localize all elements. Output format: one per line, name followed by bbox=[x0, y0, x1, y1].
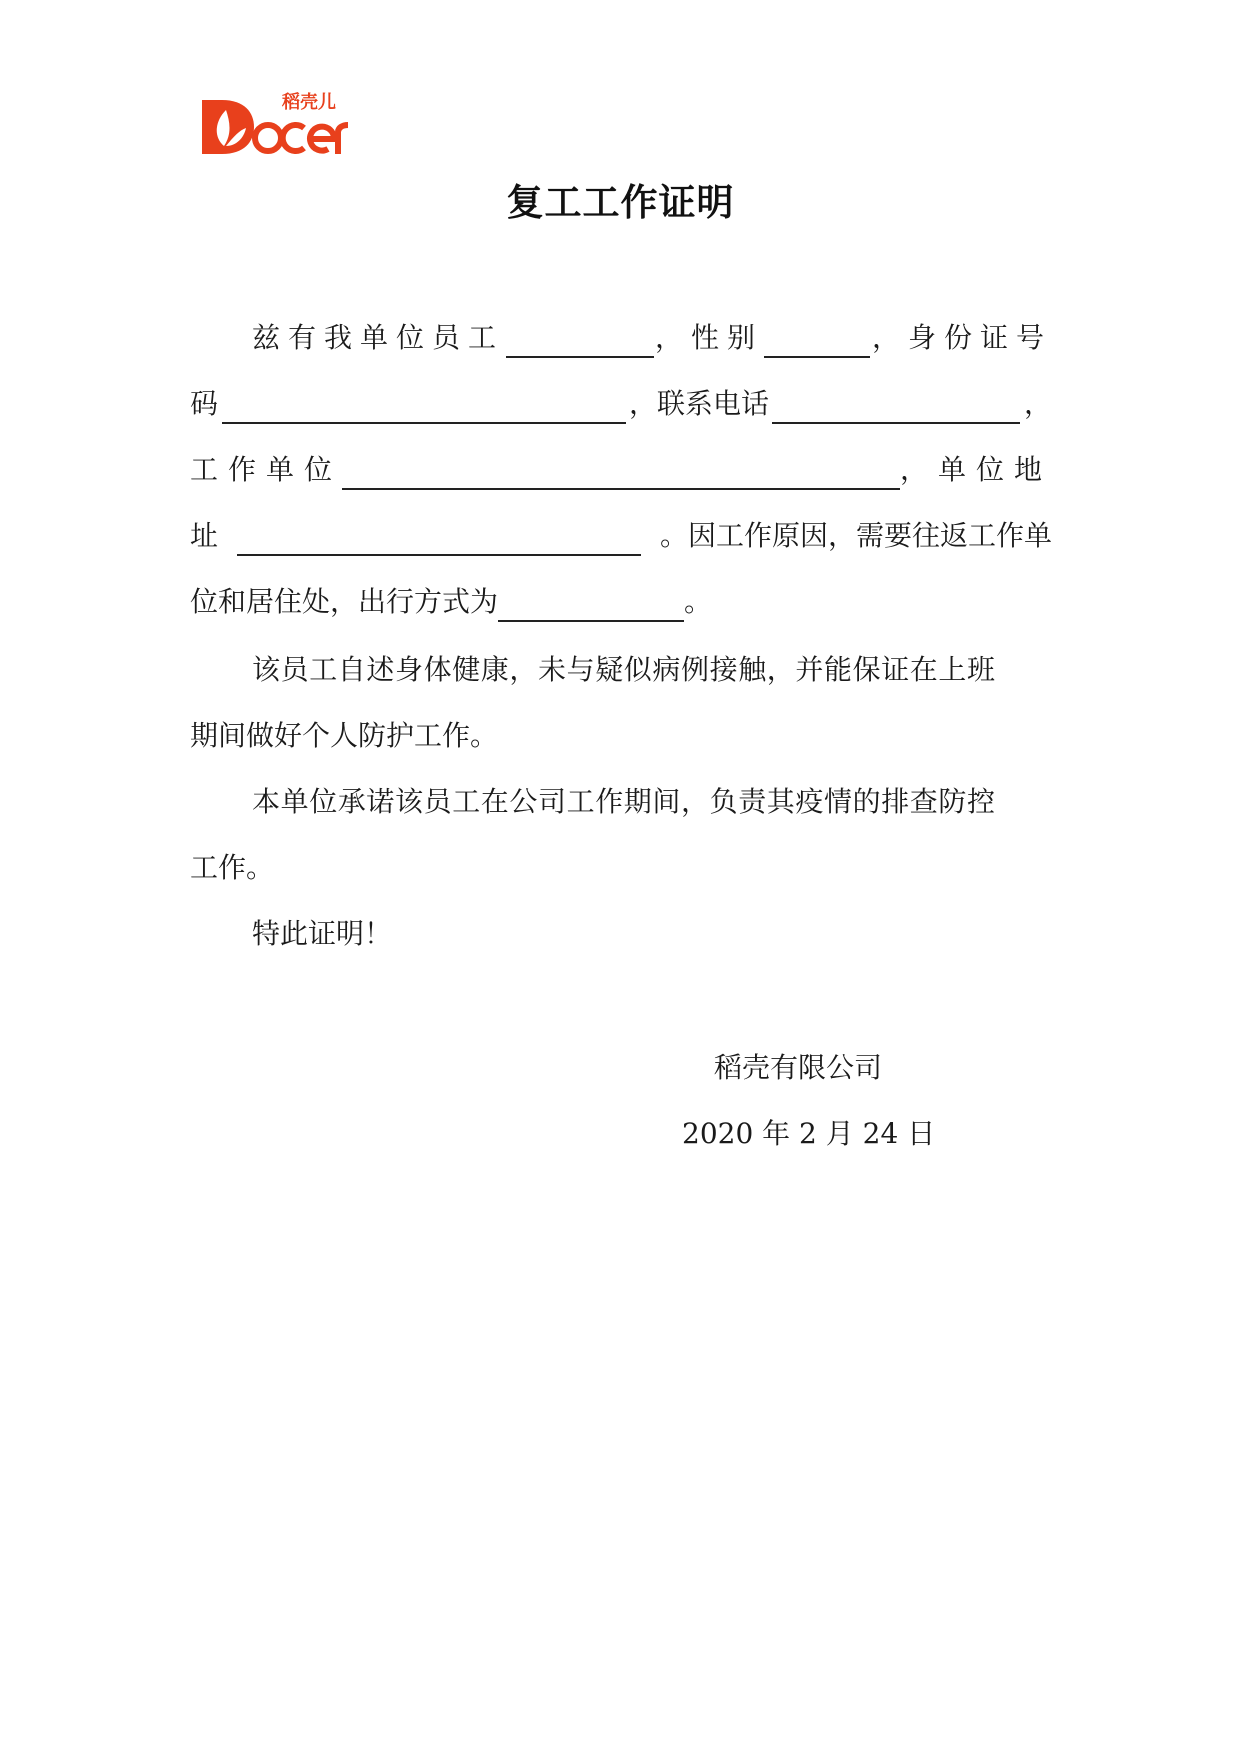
gender-blank[interactable] bbox=[764, 322, 870, 358]
line2-text-a: 码 bbox=[190, 387, 219, 420]
work-unit-blank[interactable] bbox=[342, 454, 900, 490]
employee-name-blank[interactable] bbox=[506, 322, 654, 358]
body-line-1 bbox=[252, 318, 1052, 358]
line1-text-a: 兹有我单位员工 bbox=[252, 321, 505, 354]
closing-text: 特此证明！ bbox=[252, 917, 393, 950]
line3-text-b: ，单位地 bbox=[899, 453, 1052, 486]
paragraph-2-line-2: 期间做好个人防护工作。 bbox=[190, 719, 499, 752]
travel-mode-blank[interactable] bbox=[498, 586, 684, 622]
line5-text-a: 位和居住处，出行方式为 bbox=[190, 585, 499, 618]
line2-text-b: ，联系电话 bbox=[628, 387, 769, 420]
body-line-5 bbox=[190, 582, 1052, 622]
phone-blank[interactable] bbox=[772, 388, 1020, 424]
line1-text-c: ，身份证号 bbox=[871, 321, 1052, 354]
line3-text-a: 工作单位 bbox=[190, 453, 343, 486]
company-signature: 稻壳有限公司 bbox=[714, 1051, 883, 1084]
paragraph-3-line-1: 本单位承诺该员工在公司工作期间，负责其疫情的排查防控 bbox=[252, 785, 996, 818]
line4-text-a: 址 bbox=[190, 519, 219, 552]
page-title: 复工工作证明 bbox=[506, 181, 735, 224]
line4-text-b: 。因工作原因，需要往返工作单 bbox=[659, 519, 1052, 552]
body-line-2 bbox=[190, 384, 1052, 424]
line1-text-b: ，性别 bbox=[654, 321, 763, 354]
paragraph-2-line-1: 该员工自述身体健康，未与疑似病例接触，并能保证在上班 bbox=[252, 653, 996, 686]
docer-logo bbox=[200, 92, 350, 162]
signature-date: 2020 年 2 月 24 日 bbox=[682, 1117, 936, 1150]
paragraph-3-line-2: 工作。 bbox=[190, 851, 275, 884]
logo-chinese-text: 稻壳儿 bbox=[282, 92, 336, 113]
body-line-3 bbox=[190, 450, 1052, 490]
address-blank[interactable] bbox=[237, 520, 641, 556]
line2-text-c: ， bbox=[1023, 387, 1052, 420]
body-line-4 bbox=[190, 516, 1052, 556]
id-number-blank[interactable] bbox=[222, 388, 626, 424]
line5-text-b: 。 bbox=[684, 585, 713, 618]
